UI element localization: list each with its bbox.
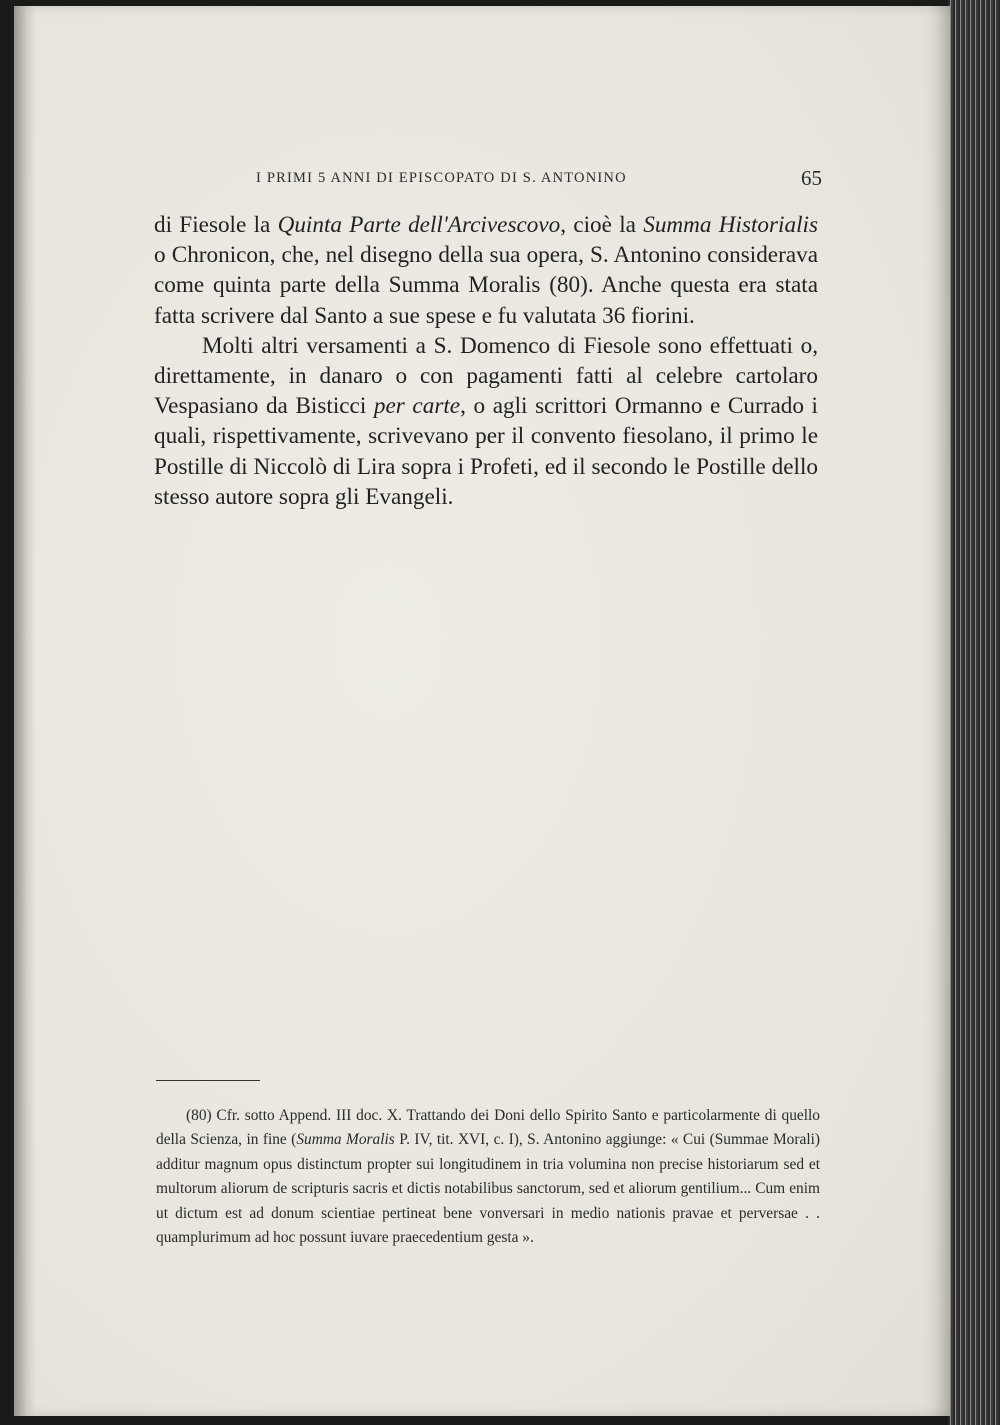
footnote-rule bbox=[156, 1080, 260, 1081]
footnote-80 bbox=[156, 1104, 820, 1250]
text-run: , o agli scrittori Ormanno e Currado i quali, rispettivamente, scrivevano per il convento fiesolano, il primo le Postille di Niccolò di Lira sopra i Profeti, ed il secondo le Postille dello stesso autore sopra gli Evangeli. bbox=[154, 393, 818, 510]
page-number: 65 bbox=[801, 166, 822, 190]
page-sheet bbox=[14, 6, 950, 1416]
text-run: o Chronicon, che, nel disegno della sua opera, S. Antonino considerava come quinta parte della Summa Moralis (80). Anche questa era stata fatta scrivere dal Santo a sue spese e fu valutata 36 fiorini. bbox=[154, 242, 818, 329]
book-page-edges bbox=[948, 0, 1000, 1425]
footnote-paragraph bbox=[156, 1104, 820, 1250]
paragraph-2 bbox=[154, 331, 818, 512]
text-run: , cioè la bbox=[560, 212, 644, 238]
text-run: Molti altri versamenti a S. Domenco di Fiesole sono effettuati o, direttamente, in danaro o con pagamenti fatti al celebre cartolaro Vespasiano da Bisticci bbox=[154, 332, 818, 420]
italic-run: Quinta Parte dell'Arcivescovo bbox=[277, 212, 561, 238]
running-title: I PRIMI 5 ANNI DI EPISCOPATO DI S. ANTONINO bbox=[256, 170, 627, 186]
paragraph-1 bbox=[154, 210, 818, 331]
main-text bbox=[154, 210, 818, 512]
text-run: di Fiesole la bbox=[154, 212, 278, 238]
text-run: P. IV, tit. XVI, c. I), S. Antonino aggiunge: « Cui (Summae Morali) additur magnum opus distinctum propter sui longitudinem in tria volumina non precise historiarum sed et multorum aliorum de scripturis sacris et dictis notabilibus sanctorum, sed et aliorum gentilium... Cum enim ut dictum est ad donum scientiae pertineat bene vonversari in medio nationis pravae et perversae . . quamplurimum ad hoc possunt iuvare praecedentium gesta ». bbox=[156, 1131, 820, 1247]
italic-run: per carte bbox=[373, 393, 461, 420]
italic-run: Summa Historialis bbox=[643, 212, 818, 238]
italic-run: Summa Moralis bbox=[296, 1131, 395, 1149]
text-run: (80) Cfr. sotto Append. III doc. X. Trattando dei Doni dello Spirito Santo e particolarmente di quello della Scienza, in fine ( bbox=[156, 1107, 820, 1149]
